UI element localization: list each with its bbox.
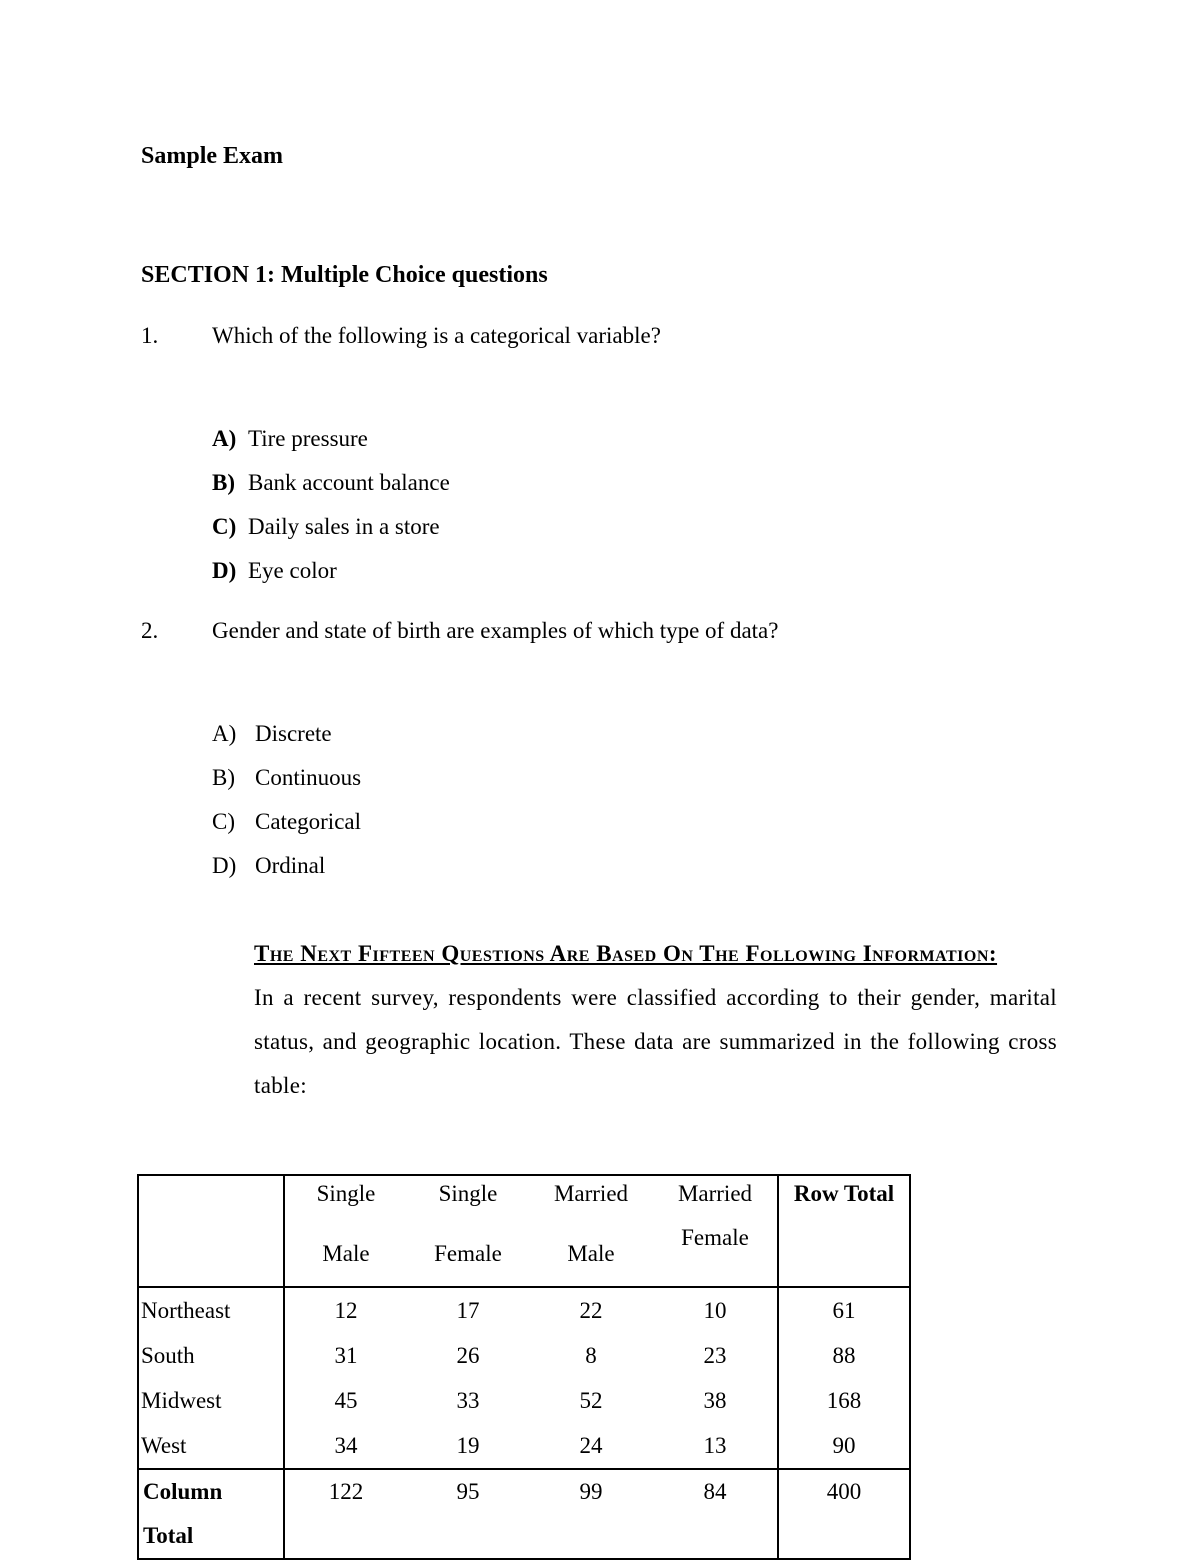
row-label: West	[138, 1423, 284, 1469]
table-corner-cell	[138, 1175, 284, 1287]
cell: 24	[579, 1433, 603, 1458]
question-1-number: 1.	[141, 323, 159, 348]
page-title: Sample Exam	[141, 143, 284, 169]
option-letter: D)	[212, 853, 237, 878]
option-letter: A)	[212, 426, 237, 451]
option-text: Ordinal	[255, 853, 326, 878]
option-text: Daily sales in a store	[248, 514, 440, 539]
total-label-line1: Column	[143, 1479, 223, 1504]
option-text: Eye color	[248, 558, 337, 583]
table-row	[138, 1378, 910, 1423]
cell: 10	[653, 1287, 778, 1333]
cell: 8	[585, 1343, 597, 1368]
option-letter: A)	[212, 721, 237, 746]
grand-total-cell: 400	[778, 1469, 910, 1559]
q2-option-b	[212, 765, 361, 791]
q1-option-b	[212, 470, 450, 496]
section-heading: SECTION 1: Multiple Choice questions	[141, 262, 548, 288]
cell: 33	[456, 1388, 480, 1413]
option-letter: B)	[212, 765, 235, 790]
table-header-row	[138, 1175, 910, 1287]
cell: 84	[653, 1469, 778, 1559]
info-body: In a recent survey, respondents were classified according to their gender, marital status, and geographic location. These data are summarized in the following cross table:	[254, 985, 1057, 1098]
header-line1: Married	[553, 1181, 629, 1206]
table-row	[138, 1423, 910, 1469]
table-row	[138, 1287, 910, 1333]
cell: 23	[653, 1333, 778, 1378]
info-block	[254, 931, 1057, 1108]
header-married-female	[653, 1175, 778, 1287]
option-text: Continuous	[255, 765, 362, 790]
header-line2: Male	[567, 1241, 615, 1266]
row-total-cell: 88	[778, 1333, 910, 1378]
cell: 34	[334, 1433, 358, 1458]
row-total-cell: 61	[778, 1287, 910, 1333]
cell: 26	[456, 1343, 480, 1368]
cell: 95	[407, 1469, 529, 1559]
q2-option-c	[212, 809, 361, 835]
column-total-label	[138, 1469, 284, 1559]
header-married-male	[529, 1175, 653, 1287]
total-label-line2: Total	[143, 1523, 194, 1548]
option-letter: B)	[212, 470, 235, 495]
cell: 52	[579, 1388, 603, 1413]
question-2-text: Gender and state of birth are examples of which type of data?	[212, 618, 779, 643]
header-line2: Female	[434, 1241, 502, 1266]
option-letter: C)	[212, 514, 237, 539]
cell: 19	[456, 1433, 480, 1458]
header-line1: Single	[438, 1181, 498, 1206]
option-text: Bank account balance	[248, 470, 450, 495]
row-label: Northeast	[138, 1287, 284, 1333]
header-single-male	[284, 1175, 407, 1287]
question-2-number: 2.	[141, 618, 159, 643]
row-total-cell: 90	[778, 1423, 910, 1469]
header-line1: Married	[677, 1181, 753, 1206]
cell: 99	[529, 1469, 653, 1559]
table-row	[138, 1333, 910, 1378]
header-line2: Male	[322, 1241, 370, 1266]
cell: 45	[334, 1388, 358, 1413]
option-letter: C)	[212, 809, 235, 834]
q1-option-c	[212, 514, 440, 540]
option-letter: D)	[212, 558, 237, 583]
row-label: Midwest	[138, 1378, 284, 1423]
cell: 38	[653, 1378, 778, 1423]
cell: 17	[456, 1298, 480, 1323]
info-heading: The Next Fifteen Questions Are Based On The Following Information:	[254, 941, 998, 966]
cell: 13	[653, 1423, 778, 1469]
row-label: South	[138, 1333, 284, 1378]
header-line2: Female	[681, 1225, 749, 1250]
q2-option-d	[212, 853, 325, 879]
cross-table	[137, 1174, 911, 1560]
q2-option-a	[212, 721, 332, 747]
question-1-text: Which of the following is a categorical variable?	[212, 323, 661, 348]
header-single-female	[407, 1175, 529, 1287]
q1-option-a	[212, 426, 368, 452]
cell: 31	[334, 1343, 358, 1368]
header-line1: Row Total	[793, 1181, 895, 1206]
cell: 22	[579, 1298, 603, 1323]
option-text: Categorical	[255, 809, 362, 834]
header-line1: Single	[316, 1181, 376, 1206]
cell: 12	[334, 1298, 358, 1323]
q1-option-d	[212, 558, 337, 584]
row-total-cell: 168	[778, 1378, 910, 1423]
cell: 122	[284, 1469, 407, 1559]
option-text: Discrete	[255, 721, 332, 746]
header-row-total	[778, 1175, 910, 1287]
option-text: Tire pressure	[248, 426, 368, 451]
column-total-row	[138, 1469, 910, 1559]
